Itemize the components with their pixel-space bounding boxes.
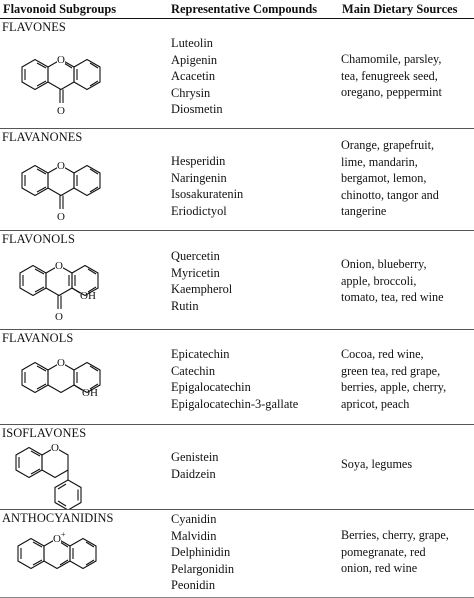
source-line: tangerine (341, 204, 387, 218)
source-line: tomato, tea, red wine (341, 290, 444, 304)
source-line: apple, broccoli, (341, 273, 417, 288)
source-line: Soya, legumes (341, 457, 413, 471)
subgroup-name: ANTHOCYANIDINS (2, 511, 114, 525)
compounds-cell (162, 231, 340, 330)
compound-name: Apigenin (171, 52, 218, 67)
table-row (0, 231, 474, 330)
compound-name: Myricetin (171, 265, 220, 280)
sources-cell (340, 129, 474, 231)
table-row (0, 425, 474, 510)
source-line: pomegranate, red (341, 544, 426, 559)
sources-cell (340, 510, 474, 598)
subgroup-cell (0, 19, 162, 129)
subgroup-cell (0, 425, 162, 510)
table-row (0, 330, 474, 425)
table-row (0, 510, 474, 598)
subgroup-name: ISOFLAVONES (2, 426, 87, 440)
compound-name: Acacetin (171, 69, 216, 83)
subgroup-cell (0, 330, 162, 425)
compound-name: Epicatechin (171, 347, 230, 361)
flavonol-structure (6, 249, 116, 329)
ring-oxygen-label: O (55, 260, 63, 272)
compound-name: Catechin (171, 363, 216, 378)
subgroup-name: FLAVONES (2, 20, 66, 34)
compounds-cell (162, 129, 340, 231)
compound-name: Epigalocatechin-3-gallate (171, 396, 299, 411)
ring-oxygen-label: O (57, 160, 65, 172)
source-line: apricot, peach (341, 396, 410, 411)
compound-name: Daidzein (171, 466, 216, 481)
source-line: tea, fenugreek seed, (341, 68, 438, 83)
table-row (0, 129, 474, 231)
compound-name: Diosmetin (171, 102, 223, 116)
compound-name: Hesperidin (171, 154, 226, 168)
compounds-cell (162, 19, 340, 129)
ketone-oxygen-label: O (55, 311, 63, 323)
header-sources: Main Dietary Sources (340, 0, 474, 19)
sources-cell (340, 330, 474, 425)
compound-name: Delphinidin (171, 545, 231, 559)
source-line: green tea, red grape, (341, 363, 441, 378)
cation-charge-label: + (61, 530, 66, 539)
sources-cell (340, 19, 474, 129)
flavanol-structure (6, 348, 116, 424)
compound-name: Epigalocatechin (171, 380, 251, 394)
isoflavone-structure (6, 443, 106, 509)
compound-name: Quercetin (171, 249, 220, 263)
compound-name: Peonidin (171, 578, 216, 592)
ketone-oxygen-label: O (57, 211, 65, 223)
ring-oxygen-label: O (53, 533, 61, 545)
subgroup-name: FLAVANOLS (2, 331, 74, 345)
compound-name: Cyanidin (171, 512, 217, 526)
sources-cell (340, 425, 474, 510)
source-line: lime, mandarin, (341, 154, 418, 169)
compound-name: Isosakuratenin (171, 187, 244, 201)
subgroup-name: FLAVONOLS (2, 232, 75, 246)
header-compounds: Representative Compounds (162, 0, 340, 19)
source-line: Onion, blueberry, (341, 257, 427, 271)
header-subgroups: Flavonoid Subgroups (0, 0, 162, 19)
compound-name: Naringenin (171, 170, 227, 185)
ketone-oxygen-label: O (57, 105, 65, 117)
compound-name: Eriodictyol (171, 203, 227, 218)
subgroup-name: FLAVANONES (2, 130, 83, 144)
compound-name: Kaempherol (171, 282, 233, 296)
header-row (0, 0, 474, 19)
ring-oxygen-label: O (57, 357, 65, 369)
source-line: chinotto, tangor and (341, 187, 439, 202)
compounds-cell (162, 330, 340, 425)
source-line: berries, apple, cherry, (341, 380, 447, 394)
source-line: Orange, grapefruit, (341, 138, 435, 152)
compounds-cell (162, 425, 340, 510)
compounds-cell (162, 510, 340, 598)
flavanone-structure (6, 147, 116, 229)
compound-name: Genistein (171, 450, 219, 464)
source-line: Chamomile, parsley, (341, 52, 442, 66)
compound-name: Luteolin (171, 36, 213, 50)
flavone-structure (6, 37, 116, 123)
ring-oxygen-label: O (51, 443, 59, 454)
source-line: Cocoa, red wine, (341, 347, 424, 361)
source-line: onion, red wine (341, 561, 418, 575)
hydroxyl-label: OH (80, 290, 96, 302)
source-line: bergamot, lemon, (341, 171, 427, 185)
subgroup-cell (0, 231, 162, 330)
subgroup-cell (0, 129, 162, 231)
compound-name: Pelargonidin (171, 561, 235, 576)
ring-oxygen-label: O (57, 54, 65, 66)
hydroxyl-label: OH (82, 387, 98, 399)
sources-cell (340, 231, 474, 330)
compound-name: Malvidin (171, 528, 217, 543)
subgroup-cell (0, 510, 162, 598)
compound-name: Chrysin (171, 85, 211, 100)
source-line: Berries, cherry, grape, (341, 528, 449, 542)
source-line: oregano, peppermint (341, 85, 442, 99)
anthocyanidin-structure (6, 528, 116, 594)
table-row (0, 19, 474, 129)
compound-name: Rutin (171, 298, 199, 313)
